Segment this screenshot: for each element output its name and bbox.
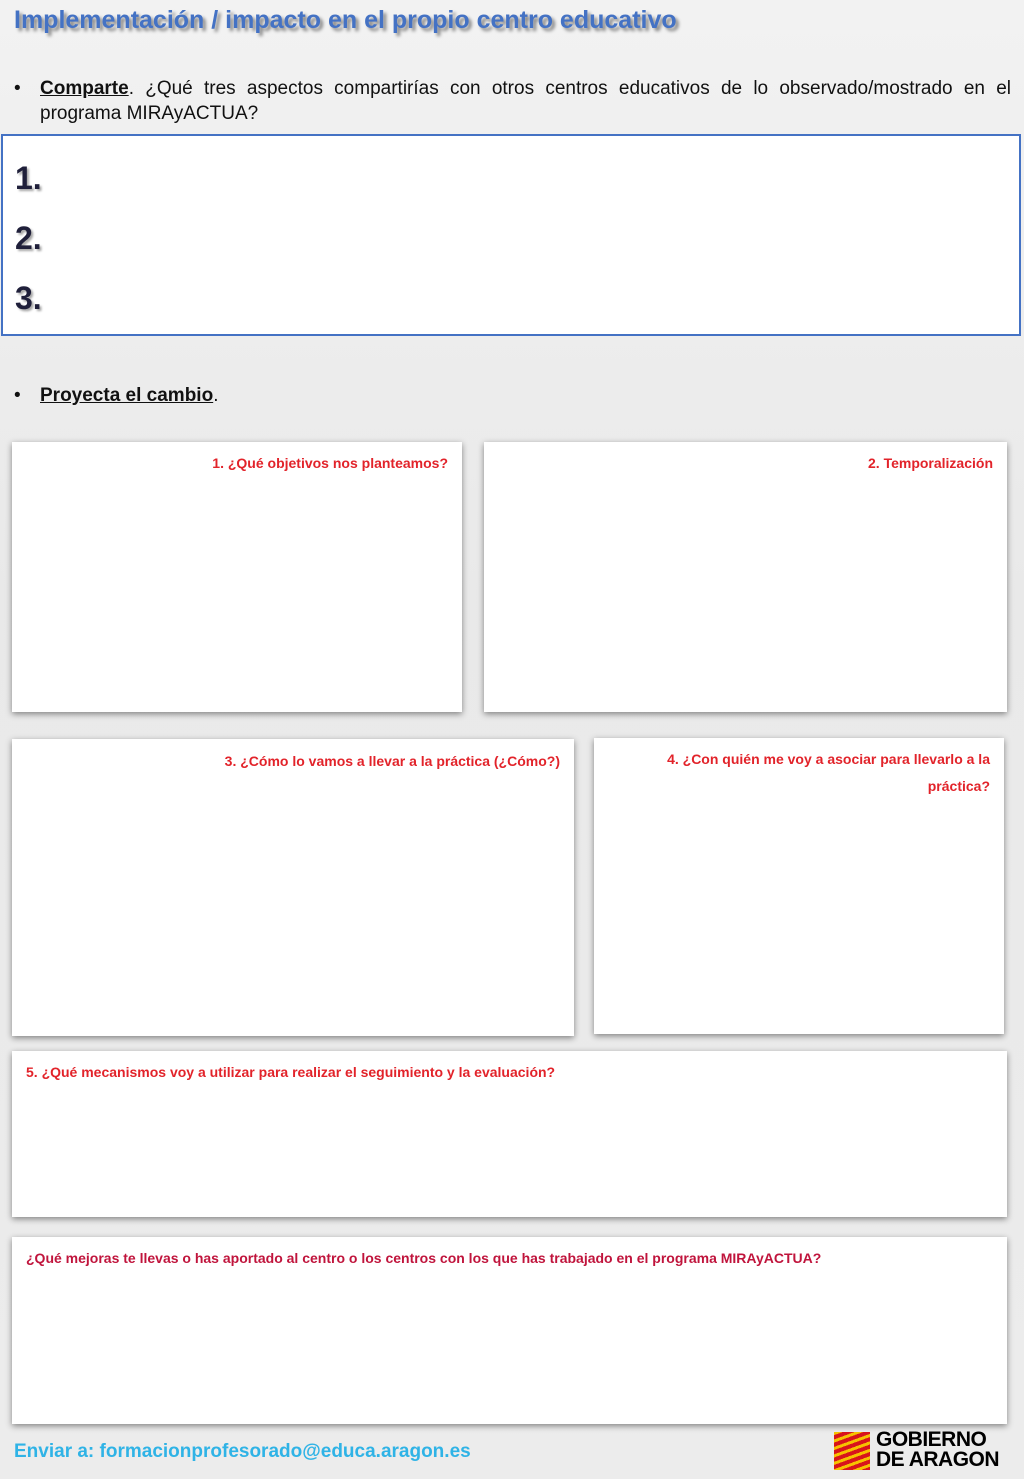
share-answer-box[interactable] [1, 134, 1021, 336]
answer-number-3: 3. [15, 280, 42, 316]
how-question: 3. ¿Cómo lo vamos a llevar a la práctica (¿Cómo?) [224, 753, 560, 769]
timing-card[interactable] [484, 442, 1007, 712]
improvements-question: ¿Qué mejoras te llevas o has aportado al centro o los centros con los que has trabajado en el programa MIRAyACTUA? [26, 1250, 822, 1266]
answer-number-2: 2. [15, 220, 42, 256]
share-question: . ¿Qué tres aspectos compartirías con otros centros educativos de lo observado/mostrado en el programa MIRAyACTUA? [40, 78, 1011, 124]
answer-number-1: 1. [15, 160, 42, 196]
logo-line2: DE ARAGON [876, 1448, 1000, 1471]
footer-email[interactable]: Enviar a: formacionprofesorado@educa.aragon.es [14, 1441, 471, 1462]
improvements-card[interactable] [12, 1237, 1007, 1424]
bullet: • [14, 385, 21, 406]
logo-line1: GOBIERNO [876, 1428, 987, 1451]
evaluation-question: 5. ¿Qué mecanismos voy a utilizar para realizar el seguimiento y la evaluación? [26, 1064, 556, 1080]
logo-wordmark [876, 1430, 999, 1470]
project-heading: Proyecta el cambio [40, 385, 214, 406]
partners-card[interactable] [594, 738, 1004, 1034]
project-prompt [14, 383, 1011, 408]
aragon-flag-icon [834, 1432, 870, 1470]
share-heading: Comparte [40, 78, 129, 99]
objectives-card[interactable] [12, 442, 462, 712]
objectives-question: 1. ¿Qué objetivos nos planteamos? [212, 455, 448, 471]
partners-question [667, 746, 990, 800]
share-prompt [14, 76, 1011, 126]
partners-question-line1: 4. ¿Con quién me voy a asociar para llevarlo a la [667, 751, 990, 767]
page-title: Implementación / impacto en el propio centro educativo [14, 6, 677, 34]
how-card[interactable] [12, 739, 574, 1036]
evaluation-card[interactable] [12, 1051, 1007, 1217]
bullet: • [14, 78, 21, 99]
partners-question-line2: práctica? [927, 778, 990, 794]
project-suffix: . [213, 385, 219, 406]
gobierno-aragon-logo [834, 1430, 1016, 1474]
timing-question: 2. Temporalización [868, 455, 993, 471]
